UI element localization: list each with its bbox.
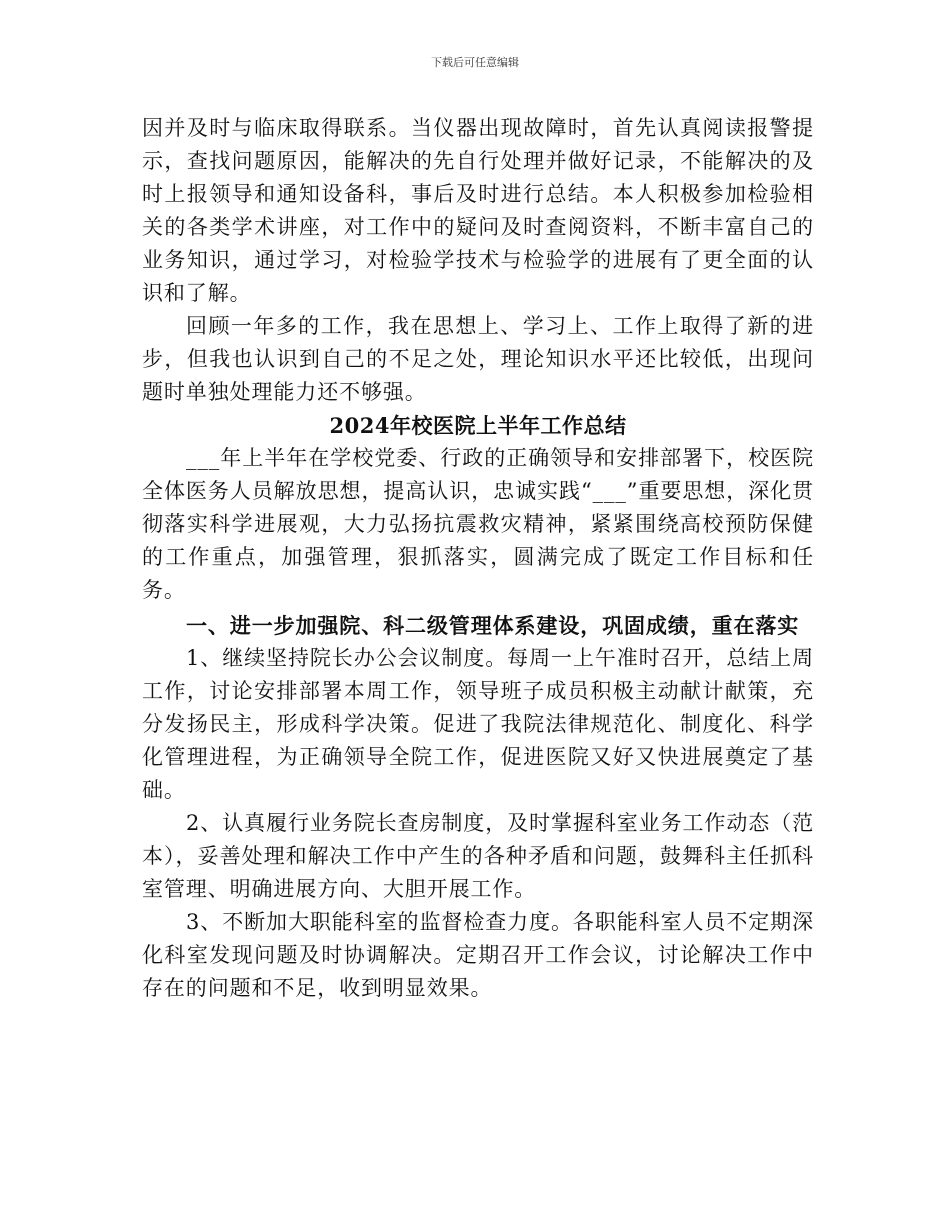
list-item-2: 2、认真履行业务院长查房制度，及时掌握科室业务工作动态（范本），妥善处理和解决工作中产生的各种矛盾和问题，鼓舞科主任抓科室管理、明确进展方向、大胆开展工作。	[142, 811, 814, 901]
list-item-1: 1、继续坚持院长办公会议制度。每周一上午准时召开，总结上周工作，讨论安排部署本周工作，领导班子成员积极主动献计献策，充分发扬民主，形成科学决策。促进了我院法律规范化、制度化、科学化管理进程，为正确领导全院工作，促进医院又好又快进展奠定了基础。	[142, 646, 814, 802]
list-item-3: 3、不断加大职能科室的监督检查力度。各职能科室人员不定期深化科室发现问题及时协调解决。定期召开工作会议，讨论解决工作中存在的问题和不足，收到明显效果。	[142, 910, 814, 1000]
document-body	[142, 112, 814, 1005]
document-title: 2024年校医院上半年工作总结	[329, 413, 627, 438]
paragraph-continuation: 因并及时与临床取得联系。当仪器出现故障时，首先认真阅读报警提示，查找问题原因，能解决的先自行处理并做好记录，不能解决的及时上报领导和通知设备科，事后及时进行总结。本人积极参加检验相关的各类学术讲座，对工作中的疑问及时查阅资料，不断丰富自己的业务知识，通过学习，对检验学技术与检验学的进展有了更全面的认识和了解。	[142, 116, 814, 305]
paragraph-intro: ___年上半年在学校党委、行政的正确领导和安排部署下，校医院全体医务人员解放思想，提高认识，忠诚实践“___”重要思想，深化贯彻落实科学进展观，大力弘扬抗震救灾精神，紧紧围绕高校预防保健的工作重点，加强管理，狠抓落实，圆满完成了既定工作目标和任务。	[142, 446, 814, 602]
paragraph-review: 回顾一年多的工作，我在思想上、学习上、工作上取得了新的进步，但我也认识到自己的不足之处，理论知识水平还比较低，出现问题时单独处理能力还不够强。	[142, 314, 814, 404]
page-header: 下载后可任意编辑	[431, 56, 519, 69]
section-heading-1: 一、进一步加强院、科二级管理体系建设，巩固成绩，重在落实	[186, 613, 800, 638]
